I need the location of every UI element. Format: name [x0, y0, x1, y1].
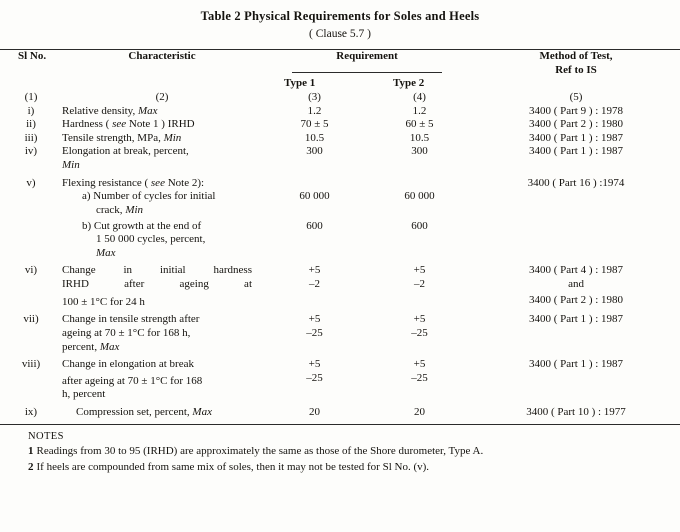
row-type2-value: [367, 264, 472, 309]
subrow-type1-value: 600: [306, 219, 323, 232]
requirements-table: [0, 50, 680, 424]
row-type1-upper: +5: [308, 264, 321, 277]
note-text: Readings from 30 to 95 (IRHD) are approximately the same as those of the Shore durometer, Type A.: [36, 444, 484, 457]
subrow-sl-blank: [0, 190, 62, 217]
note-number: 2: [28, 460, 34, 473]
row-method: 3400 ( Part 1 ) : 1987: [528, 145, 624, 158]
table-row: [0, 406, 680, 420]
row-method: 3400 ( Part 16 ) :1974: [527, 176, 625, 189]
note-number: 1: [28, 444, 34, 457]
row-method: 3400 ( Part 9 ) : 1978: [528, 104, 624, 117]
subrow-type2-value: 600: [411, 219, 428, 232]
row-characteristic-line3: percent, Max: [62, 340, 120, 353]
row-characteristic-text: Relative density,: [62, 104, 138, 117]
row-characteristic-text: Tensile strength, MPa,: [62, 131, 164, 144]
row-type1-value: [262, 358, 367, 402]
row-type1-value: 10.5: [304, 131, 325, 144]
header-characteristic: Characteristic: [128, 50, 196, 62]
row-characteristic-line2: after ageing at 70 ± 1°C for 168: [62, 374, 203, 387]
subrow-label-line1: a) Number of cycles for initial: [82, 190, 216, 203]
header-sl-no: Sl No.: [18, 50, 47, 62]
subrow-method-blank: [472, 220, 680, 261]
row-characteristic-line1: Change in elongation at break: [62, 358, 194, 371]
page-title: Table 2 Physical Requirements for Soles and Heels: [200, 9, 480, 23]
subrow-type2-value: 60 000: [404, 190, 435, 203]
row-method: 3400 ( Part 2 ) : 1980: [528, 118, 624, 131]
row-type1-value: 20: [309, 406, 320, 418]
row-sl-no: viii): [21, 358, 41, 371]
row-type2-value: [367, 177, 472, 191]
row-sl-no: vii): [23, 313, 39, 326]
header-method-line1: Method of Test,: [539, 50, 613, 62]
row-method-line2: and: [568, 278, 584, 290]
row-type2-value: 60 ± 5: [405, 118, 434, 131]
row-characteristic: [62, 145, 262, 172]
row-method-line1: 3400 ( Part 4 ) : 1987: [528, 264, 624, 277]
table-row: [0, 132, 680, 146]
requirement-underline: [292, 69, 442, 73]
row-type2-value: 1.2: [412, 104, 427, 117]
table-row: [0, 177, 680, 191]
note-text: If heels are compounded from same mix of soles, then it may not be tested for Sl No. (v).: [36, 460, 430, 473]
subrow-type1-value: 60 000: [299, 190, 330, 203]
row-sl-no: v): [26, 176, 36, 189]
row-characteristic-qualifier: Max: [192, 406, 212, 418]
subrow-label-line1: b) Cut growth at the end of: [82, 219, 202, 232]
bottom-divider: [0, 424, 680, 425]
type-row-blank-char: [62, 77, 262, 91]
type-row-blank-sl: [0, 77, 62, 91]
row-characteristic-qualifier: Min: [163, 131, 182, 144]
row-characteristic-line2: ageing at 70 ± 1°C for 168 h,: [62, 326, 191, 339]
row-characteristic: [62, 264, 262, 309]
subrow-characteristic: [62, 190, 262, 217]
subrow-label-qualifier: Max: [96, 246, 116, 259]
row-type2-value: 20: [414, 406, 425, 418]
subrow-method-blank: [472, 190, 680, 217]
table-page: [0, 9, 680, 532]
row-method: [472, 264, 680, 309]
row-type2-lower: –2: [414, 278, 425, 290]
subrow-label-line2: crack, Min: [96, 203, 144, 216]
row-sl-no: ii): [26, 118, 36, 131]
row-type2-value: [367, 313, 472, 354]
row-characteristic-text: Elongation at break, percent,: [62, 145, 189, 158]
row-type2-value: 10.5: [409, 131, 430, 144]
row-characteristic-qualifier: Min: [62, 159, 80, 171]
row-sl-no: iii): [24, 131, 38, 144]
colnum-method: (5): [569, 90, 583, 103]
row-method: 3400 ( Part 1 ) : 1987: [528, 131, 624, 144]
subrow-label-line2: 1 50 000 cycles, percent,: [96, 233, 206, 246]
row-characteristic: [62, 406, 262, 420]
row-characteristic: [62, 313, 262, 354]
row-type1-upper: +5: [308, 313, 321, 326]
row-type1-value: 300: [306, 145, 323, 158]
row-type1-value: [262, 313, 367, 354]
column-number-row: [0, 91, 680, 105]
row-characteristic-text: Hardness (: [62, 118, 113, 131]
row-method-line3: 3400 ( Part 2 ) : 1980: [528, 293, 624, 306]
row-type2-value: [367, 358, 472, 402]
row-type1-upper: +5: [308, 358, 321, 371]
row-characteristic-suffix: Note 1 ) IRHD: [126, 118, 195, 131]
header-requirement-label: Requirement: [336, 50, 398, 62]
row-method: 3400 ( Part 1 ) : 1987: [528, 313, 624, 326]
colnum-characteristic: (2): [155, 90, 169, 103]
table-row: [0, 105, 680, 119]
table-subrow: [0, 220, 680, 261]
row-characteristic-line3: h, percent: [62, 388, 106, 401]
table-subrow: [0, 190, 680, 217]
table-row: [0, 358, 680, 402]
row-type1-lower: –25: [306, 371, 323, 384]
header-method-line2: Ref to IS: [555, 63, 597, 76]
row-type1-value: 1.2: [307, 104, 322, 117]
header-type-2: Type 2: [393, 77, 425, 90]
row-characteristic-qualifier: Max: [137, 104, 158, 117]
row-sl-no: iv): [24, 145, 38, 158]
notes-heading: NOTES: [28, 430, 64, 442]
row-characteristic-line1: Change in initial hardness: [62, 264, 252, 277]
type-row-blank-method: [472, 77, 680, 91]
colnum-sl: (1): [24, 90, 38, 103]
table-header-row: [0, 50, 680, 77]
row-type2-value: 300: [411, 145, 428, 158]
row-type2-lower: –25: [411, 326, 428, 339]
row-characteristic-line3: 100 ± 1°C for 24 h: [62, 295, 145, 308]
row-sl-no: ix): [24, 406, 38, 418]
row-characteristic-qualifier: see: [112, 118, 127, 131]
row-type1-lower: –25: [306, 326, 323, 339]
header-type-1: Type 1: [284, 77, 316, 90]
row-type1-value: [262, 264, 367, 309]
row-characteristic-qualifier: see: [150, 176, 165, 189]
row-characteristic-line1: Change in tensile strength after: [62, 313, 200, 326]
note-item: [28, 460, 680, 474]
header-method: [472, 50, 680, 77]
table-row: [0, 313, 680, 354]
row-type2-upper: +5: [413, 358, 426, 371]
subrow-characteristic: [62, 220, 262, 261]
row-characteristic: [62, 358, 262, 402]
row-type2-lower: –25: [411, 371, 428, 384]
table-row: [0, 118, 680, 132]
row-characteristic-line2: IRHD after ageing at: [62, 278, 252, 290]
row-characteristic: [62, 177, 262, 191]
row-sl-no: vi): [24, 264, 38, 277]
colnum-type2: (4): [413, 90, 426, 103]
row-characteristic-text: Compression set, percent,: [76, 406, 193, 418]
row-characteristic: [62, 132, 262, 146]
note-item: [28, 444, 680, 458]
table-row: [0, 145, 680, 172]
row-characteristic: [62, 105, 262, 119]
row-characteristic: [62, 118, 262, 132]
clause-reference: ( Clause 5.7 ): [309, 28, 371, 40]
notes-section: [0, 431, 680, 475]
row-characteristic-suffix: Note 2):: [164, 176, 205, 189]
subrow-sl-blank: [0, 220, 62, 261]
row-type2-upper: +5: [413, 264, 426, 277]
row-characteristic-text: Flexing resistance (: [62, 176, 151, 189]
row-type1-lower: –2: [309, 278, 320, 290]
type-header-row: [0, 77, 680, 91]
row-method: 3400 ( Part 1 ) : 1987: [528, 358, 624, 371]
row-type2-upper: +5: [413, 313, 426, 326]
row-method: 3400 ( Part 10 ) : 1977: [526, 406, 626, 418]
row-type1-value: [262, 177, 367, 191]
header-requirement: [262, 50, 472, 77]
row-sl-no: i): [27, 104, 35, 117]
table-row: [0, 264, 680, 309]
row-type1-value: 70 ± 5: [300, 118, 329, 131]
colnum-type1: (3): [308, 90, 321, 103]
